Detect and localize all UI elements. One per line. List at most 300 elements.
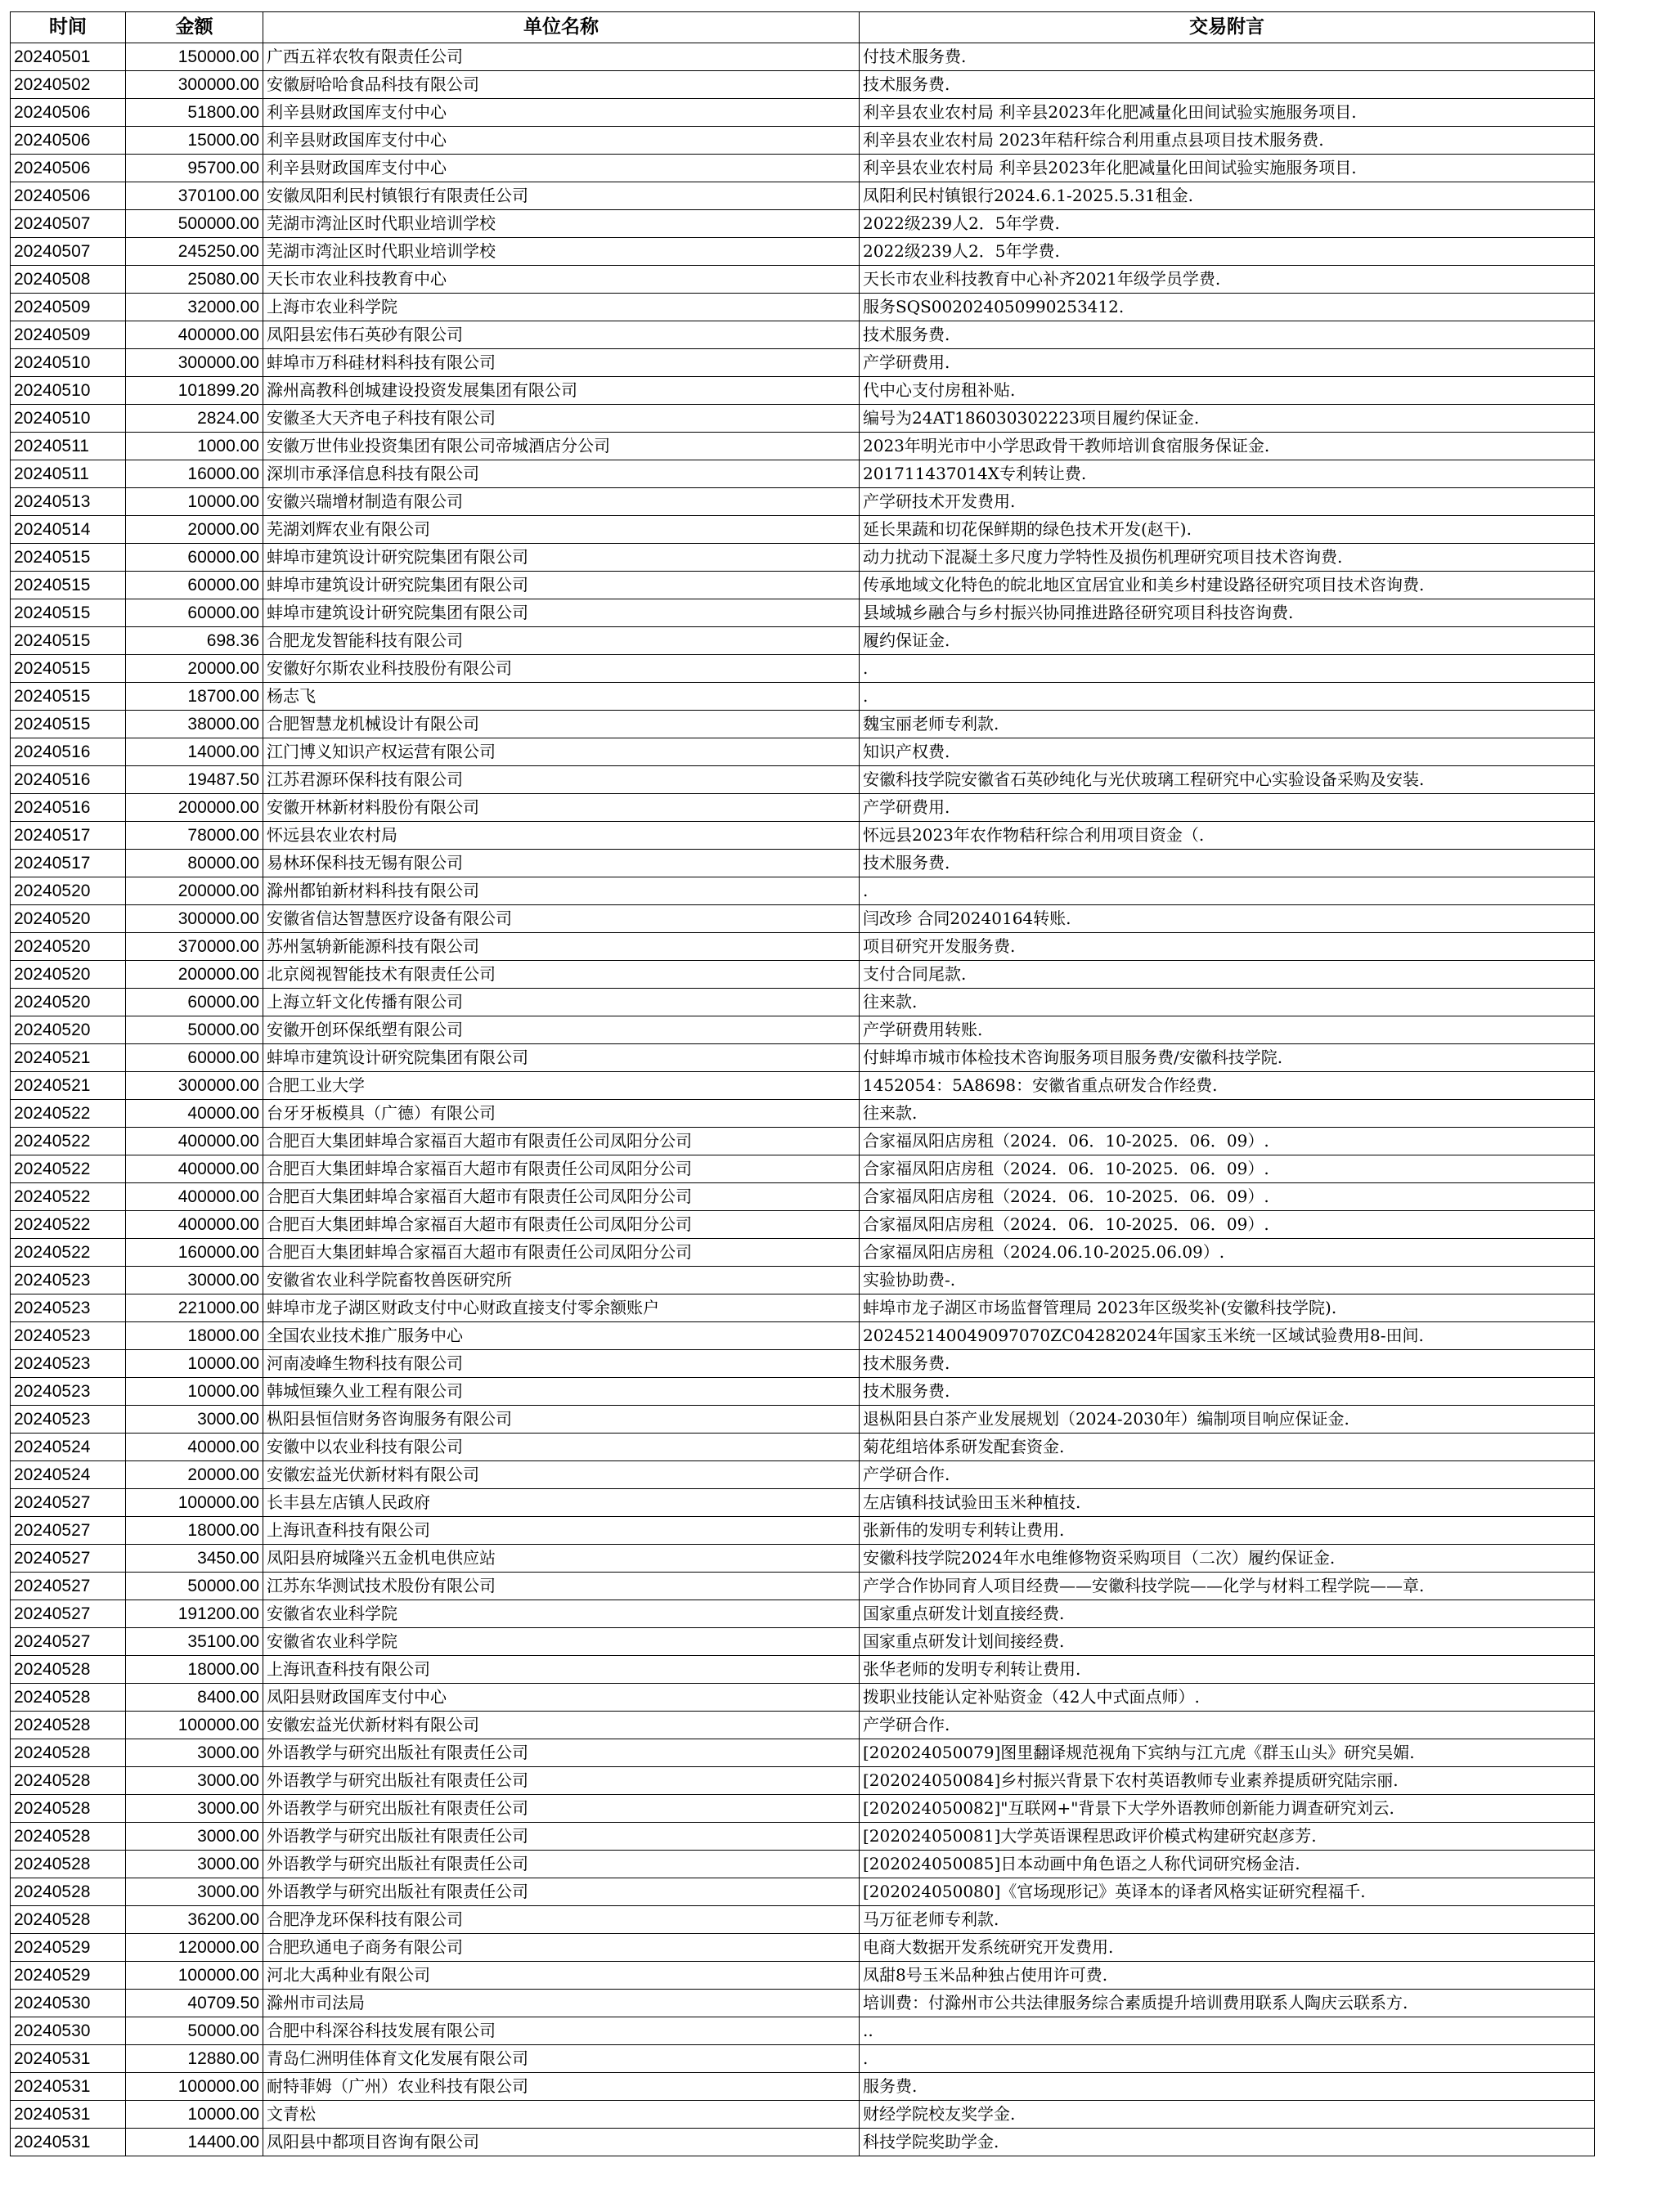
cell-unit-name: 江门博义知识产权运营有限公司 [263, 738, 860, 766]
cell-memo: 合家福凤阳店房租（2024．06．10-2025．06．09）. [860, 1155, 1595, 1183]
cell-unit-name: 合肥工业大学 [263, 1072, 860, 1100]
cell-amount: 300000.00 [126, 1072, 263, 1100]
cell-date: 20240522 [11, 1100, 126, 1128]
cell-date: 20240516 [11, 766, 126, 794]
cell-date: 20240510 [11, 377, 126, 405]
cell-amount: 78000.00 [126, 822, 263, 850]
cell-date: 20240527 [11, 1517, 126, 1545]
cell-unit-name: 安徽省农业科学院 [263, 1628, 860, 1656]
table-row [11, 1767, 1595, 1795]
cell-memo: 合家福凤阳店房租（2024．06．10-2025．06．09）. [860, 1211, 1595, 1239]
table-row [11, 1183, 1595, 1211]
cell-unit-name: 安徽中以农业科技有限公司 [263, 1434, 860, 1461]
cell-unit-name: 杨志飞 [263, 683, 860, 711]
cell-date: 20240528 [11, 1767, 126, 1795]
cell-date: 20240528 [11, 1739, 126, 1767]
cell-unit-name: 全国农业技术推广服务中心 [263, 1322, 860, 1350]
cell-unit-name: 合肥百大集团蚌埠合家福百大超市有限责任公司凤阳分公司 [263, 1211, 860, 1239]
cell-date: 20240528 [11, 1851, 126, 1878]
cell-memo: 产学研费用. [860, 794, 1595, 822]
table-row [11, 1128, 1595, 1155]
cell-date: 20240531 [11, 2045, 126, 2073]
cell-amount: 50000.00 [126, 1573, 263, 1600]
cell-date: 20240530 [11, 1990, 126, 2017]
table-row [11, 182, 1595, 210]
cell-amount: 698.36 [126, 627, 263, 655]
table-row [11, 1294, 1595, 1322]
cell-memo: .. [860, 2017, 1595, 2045]
cell-amount: 3000.00 [126, 1739, 263, 1767]
table-row [11, 1573, 1595, 1600]
cell-amount: 200000.00 [126, 877, 263, 905]
cell-unit-name: 上海立轩文化传播有限公司 [263, 989, 860, 1016]
cell-unit-name: 易林环保科技无锡有限公司 [263, 850, 860, 877]
cell-amount: 14000.00 [126, 738, 263, 766]
cell-memo: 编号为24AT186030302223项目履约保证金. [860, 405, 1595, 433]
cell-memo: 技术服务费. [860, 321, 1595, 349]
cell-unit-name: 安徽开林新材料股份有限公司 [263, 794, 860, 822]
cell-date: 20240531 [11, 2073, 126, 2101]
cell-memo: 20245214004909707​0ZC04282024年国家玉米统一区域试验费用8-田间. [860, 1322, 1595, 1350]
cell-unit-name: 枞阳县恒信财务咨询服务有限公司 [263, 1406, 860, 1434]
cell-memo: 蚌埠市龙子湖区市场监督管理局 2023年区级奖补(安徽科技学院). [860, 1294, 1595, 1322]
table-row [11, 738, 1595, 766]
header-amount: 金额 [126, 12, 263, 43]
table-row [11, 905, 1595, 933]
table-row [11, 1934, 1595, 1962]
table-row [11, 2017, 1595, 2045]
table-row [11, 1878, 1595, 1906]
table-row [11, 405, 1595, 433]
cell-date: 20240528 [11, 1795, 126, 1823]
header-unit: 单位名称 [263, 12, 860, 43]
cell-date: 20240527 [11, 1628, 126, 1656]
cell-memo: 往来款. [860, 989, 1595, 1016]
cell-memo: 产学研合作. [860, 1712, 1595, 1739]
cell-amount: 14400.00 [126, 2129, 263, 2156]
table-row [11, 655, 1595, 683]
table-row [11, 1239, 1595, 1267]
cell-memo: 项目研究开发服务费. [860, 933, 1595, 961]
cell-memo: 县域城乡融合与乡村振兴协同推进路径研究项目科技咨询费. [860, 599, 1595, 627]
cell-date: 20240507 [11, 210, 126, 238]
cell-date: 20240515 [11, 544, 126, 572]
cell-unit-name: 上海讯查科技有限公司 [263, 1656, 860, 1684]
cell-unit-name: 耐特菲姆（广州）农业科技有限公司 [263, 2073, 860, 2101]
cell-amount: 100000.00 [126, 2073, 263, 2101]
cell-unit-name: 蚌埠市建筑设计研究院集团有限公司 [263, 572, 860, 599]
cell-memo: . [860, 2045, 1595, 2073]
cell-unit-name: 滁州都铂新材料科技有限公司 [263, 877, 860, 905]
cell-date: 20240524 [11, 1461, 126, 1489]
cell-unit-name: 利辛县财政国库支付中心 [263, 99, 860, 127]
cell-unit-name: 合肥百大集团蚌埠合家福百大超市有限责任公司凤阳分公司 [263, 1128, 860, 1155]
cell-date: 20240516 [11, 794, 126, 822]
cell-memo: 左店镇科技试验田玉米种植技. [860, 1489, 1595, 1517]
cell-date: 20240511 [11, 433, 126, 460]
cell-unit-name: 江苏君源环保科技有限公司 [263, 766, 860, 794]
table-row [11, 599, 1595, 627]
cell-amount: 370000.00 [126, 933, 263, 961]
cell-amount: 120000.00 [126, 1934, 263, 1962]
table-row [11, 933, 1595, 961]
table-row [11, 1350, 1595, 1378]
cell-memo: 安徽科技学院2024年水电维修物资采购项目（二次）履约保证金. [860, 1545, 1595, 1573]
table-row [11, 488, 1595, 516]
cell-amount: 10000.00 [126, 1350, 263, 1378]
cell-memo: [202024050082]"互联网+"背景下大学外语教师创新能力调查研究刘云. [860, 1795, 1595, 1823]
cell-unit-name: 合肥百大集团蚌埠合家福百大超市有限责任公司凤阳分公司 [263, 1155, 860, 1183]
table-row [11, 1267, 1595, 1294]
cell-memo: 技术服务费. [860, 71, 1595, 99]
table-row [11, 544, 1595, 572]
cell-amount: 50000.00 [126, 2017, 263, 2045]
cell-date: 20240506 [11, 182, 126, 210]
cell-date: 20240520 [11, 989, 126, 1016]
header-memo: 交易附言 [860, 12, 1595, 43]
cell-memo: 闫改珍 合同20240164转账. [860, 905, 1595, 933]
table-row [11, 1211, 1595, 1239]
cell-memo: 2022级239人2．5年学费. [860, 210, 1595, 238]
cell-amount: 36200.00 [126, 1906, 263, 1934]
cell-date: 20240520 [11, 933, 126, 961]
table-row [11, 1489, 1595, 1517]
cell-amount: 3000.00 [126, 1767, 263, 1795]
cell-unit-name: 蚌埠市建筑设计研究院集团有限公司 [263, 544, 860, 572]
cell-amount: 60000.00 [126, 599, 263, 627]
cell-date: 20240527 [11, 1545, 126, 1573]
table-row [11, 321, 1595, 349]
cell-memo: 技术服务费. [860, 1350, 1595, 1378]
cell-memo: 传承地域文化特色的皖北地区宜居宜业和美乡村建设路径研究项目技术咨询费. [860, 572, 1595, 599]
cell-memo: 知识产权费. [860, 738, 1595, 766]
cell-amount: 100000.00 [126, 1962, 263, 1990]
cell-date: 20240528 [11, 1906, 126, 1934]
cell-amount: 191200.00 [126, 1600, 263, 1628]
table-row [11, 266, 1595, 294]
cell-amount: 100000.00 [126, 1712, 263, 1739]
cell-date: 20240528 [11, 1712, 126, 1739]
table-row [11, 877, 1595, 905]
table-row [11, 433, 1595, 460]
table-body [11, 43, 1595, 2156]
cell-amount: 400000.00 [126, 1128, 263, 1155]
cell-date: 20240531 [11, 2101, 126, 2129]
cell-memo: 张新伟的发明专利转让费用. [860, 1517, 1595, 1545]
cell-amount: 18000.00 [126, 1322, 263, 1350]
cell-unit-name: 外语教学与研究出版社有限责任公司 [263, 1739, 860, 1767]
cell-amount: 100000.00 [126, 1489, 263, 1517]
cell-date: 20240520 [11, 877, 126, 905]
cell-memo: 付技术服务费. [860, 43, 1595, 71]
cell-amount: 15000.00 [126, 127, 263, 155]
cell-date: 20240522 [11, 1155, 126, 1183]
cell-memo: [202024050081]大学英语课程思政评价模式构建研究赵彦芳. [860, 1823, 1595, 1851]
cell-amount: 370100.00 [126, 182, 263, 210]
cell-memo: 合家福凤阳店房租（2024.06.10-2025.06.09）. [860, 1239, 1595, 1267]
cell-unit-name: 蚌埠市建筑设计研究院集团有限公司 [263, 599, 860, 627]
table-row [11, 1628, 1595, 1656]
table-row [11, 238, 1595, 266]
cell-unit-name: 安徽省农业科学院畜牧兽医研究所 [263, 1267, 860, 1294]
cell-memo: 马万征老师专利款. [860, 1906, 1595, 1934]
cell-memo: 产学研费用转账. [860, 1016, 1595, 1044]
table-row [11, 1545, 1595, 1573]
cell-date: 20240528 [11, 1823, 126, 1851]
transaction-table [10, 11, 1595, 2156]
cell-unit-name: 安徽省信达智慧医疗设备有限公司 [263, 905, 860, 933]
cell-unit-name: 合肥净龙环保科技有限公司 [263, 1906, 860, 1934]
cell-amount: 400000.00 [126, 1211, 263, 1239]
cell-memo: 科技学院奖助学金. [860, 2129, 1595, 2156]
cell-unit-name: 台牙牙板模具（广德）有限公司 [263, 1100, 860, 1128]
cell-date: 20240520 [11, 905, 126, 933]
cell-amount: 3450.00 [126, 1545, 263, 1573]
cell-memo: . [860, 877, 1595, 905]
cell-memo: 利辛县农业农村局 利辛县2023年化肥减量化田间试验实施服务项目. [860, 99, 1595, 127]
cell-unit-name: 文青松 [263, 2101, 860, 2129]
cell-date: 20240515 [11, 599, 126, 627]
cell-amount: 2824.00 [126, 405, 263, 433]
cell-amount: 35100.00 [126, 1628, 263, 1656]
cell-memo: 菊花组培体系研发配套资金. [860, 1434, 1595, 1461]
cell-date: 20240529 [11, 1962, 126, 1990]
table-row [11, 155, 1595, 182]
table-row [11, 1406, 1595, 1434]
cell-date: 20240522 [11, 1183, 126, 1211]
cell-unit-name: 蚌埠市龙子湖区财政支付中心财政直接支付零余额账户 [263, 1294, 860, 1322]
cell-memo: 产学研合作. [860, 1461, 1595, 1489]
cell-memo: 往来款. [860, 1100, 1595, 1128]
table-row [11, 2129, 1595, 2156]
cell-amount: 400000.00 [126, 321, 263, 349]
cell-date: 20240502 [11, 71, 126, 99]
cell-memo: 天长市农业科技教育中心补齐2021年级学员学费. [860, 266, 1595, 294]
cell-date: 20240523 [11, 1322, 126, 1350]
cell-unit-name: 利辛县财政国库支付中心 [263, 127, 860, 155]
cell-unit-name: 外语教学与研究出版社有限责任公司 [263, 1823, 860, 1851]
cell-date: 20240509 [11, 321, 126, 349]
table-row [11, 2045, 1595, 2073]
table-row [11, 1322, 1595, 1350]
cell-amount: 200000.00 [126, 961, 263, 989]
cell-amount: 3000.00 [126, 1823, 263, 1851]
cell-unit-name: 合肥玖通电子商务有限公司 [263, 1934, 860, 1962]
cell-memo: 1452054：5A8698：安徽省重点研发合作经费. [860, 1072, 1595, 1100]
table-row [11, 210, 1595, 238]
cell-memo: 产学研费用. [860, 349, 1595, 377]
cell-date: 20240523 [11, 1378, 126, 1406]
cell-memo: 201711437014X专利转让费. [860, 460, 1595, 488]
table-row [11, 1517, 1595, 1545]
table-row [11, 766, 1595, 794]
cell-unit-name: 安徽宏益光伏新材料有限公司 [263, 1712, 860, 1739]
cell-date: 20240515 [11, 711, 126, 738]
cell-memo: 合家福凤阳店房租（2024．06．10-2025．06．09）. [860, 1128, 1595, 1155]
cell-amount: 300000.00 [126, 71, 263, 99]
cell-unit-name: 滁州高教科创城建设投资发展集团有限公司 [263, 377, 860, 405]
cell-unit-name: 上海讯查科技有限公司 [263, 1517, 860, 1545]
cell-date: 20240506 [11, 99, 126, 127]
cell-date: 20240520 [11, 1016, 126, 1044]
cell-unit-name: 滁州市司法局 [263, 1990, 860, 2017]
cell-amount: 60000.00 [126, 989, 263, 1016]
cell-unit-name: 天长市农业科技教育中心 [263, 266, 860, 294]
cell-amount: 3000.00 [126, 1851, 263, 1878]
cell-date: 20240528 [11, 1656, 126, 1684]
table-row [11, 460, 1595, 488]
cell-date: 20240517 [11, 822, 126, 850]
cell-memo: 国家重点研发计划间接经费. [860, 1628, 1595, 1656]
cell-date: 20240521 [11, 1072, 126, 1100]
cell-unit-name: 利辛县财政国库支付中心 [263, 155, 860, 182]
cell-memo: 魏宝丽老师专利款. [860, 711, 1595, 738]
cell-date: 20240523 [11, 1350, 126, 1378]
cell-memo: 电商大数据开发系统研究开发费用. [860, 1934, 1595, 1962]
cell-amount: 18000.00 [126, 1517, 263, 1545]
cell-unit-name: 青岛仁洲明佳体育文化发展有限公司 [263, 2045, 860, 2073]
cell-unit-name: 芜湖市湾沚区时代职业培训学校 [263, 238, 860, 266]
cell-unit-name: 凤阳县府城隆兴五金机电供应站 [263, 1545, 860, 1573]
cell-unit-name: 安徽宏益光伏新材料有限公司 [263, 1461, 860, 1489]
cell-date: 20240522 [11, 1211, 126, 1239]
cell-amount: 18700.00 [126, 683, 263, 711]
cell-unit-name: 合肥百大集团蚌埠合家福百大超市有限责任公司凤阳分公司 [263, 1183, 860, 1211]
cell-amount: 60000.00 [126, 544, 263, 572]
cell-memo: 服务费. [860, 2073, 1595, 2101]
cell-memo: 服务SQS00202405099025341​2. [860, 294, 1595, 321]
cell-amount: 40709.50 [126, 1990, 263, 2017]
table-row [11, 1100, 1595, 1128]
cell-amount: 95700.00 [126, 155, 263, 182]
cell-date: 20240514 [11, 516, 126, 544]
cell-amount: 3000.00 [126, 1795, 263, 1823]
table-row [11, 1712, 1595, 1739]
cell-memo: 支付合同尾款. [860, 961, 1595, 989]
cell-date: 20240530 [11, 2017, 126, 2045]
cell-unit-name: 安徽圣大天齐电子科技有限公司 [263, 405, 860, 433]
table-row [11, 1016, 1595, 1044]
table-row [11, 1600, 1595, 1628]
cell-unit-name: 安徽万世伟业投资集团有限公司帝城酒店分公司 [263, 433, 860, 460]
cell-unit-name: 广西五祥农牧有限责任公司 [263, 43, 860, 71]
cell-amount: 10000.00 [126, 1378, 263, 1406]
table-row [11, 2073, 1595, 2101]
table-row [11, 850, 1595, 877]
cell-unit-name: 外语教学与研究出版社有限责任公司 [263, 1767, 860, 1795]
table-row [11, 989, 1595, 1016]
cell-date: 20240527 [11, 1489, 126, 1517]
cell-unit-name: 安徽兴瑞增材制造有限公司 [263, 488, 860, 516]
table-row [11, 1684, 1595, 1712]
cell-date: 20240522 [11, 1239, 126, 1267]
cell-unit-name: 河北大禹种业有限公司 [263, 1962, 860, 1990]
cell-memo: 国家重点研发计划直接经费. [860, 1600, 1595, 1628]
table-row [11, 1795, 1595, 1823]
cell-memo: 产学合作协同育人项目经费——安徽科技学院——化学与材料工程学院——章. [860, 1573, 1595, 1600]
cell-unit-name: 外语教学与研究出版社有限责任公司 [263, 1851, 860, 1878]
cell-memo: 财经学院校友奖学金. [860, 2101, 1595, 2129]
cell-date: 20240506 [11, 127, 126, 155]
table-row [11, 349, 1595, 377]
cell-memo: 凤阳利民村镇银行2024.6.1-2025.5.31租金. [860, 182, 1595, 210]
cell-date: 20240520 [11, 961, 126, 989]
cell-date: 20240516 [11, 738, 126, 766]
cell-date: 20240523 [11, 1406, 126, 1434]
cell-memo: 延长果蔬和切花保鲜期的绿色技术开发(赵干). [860, 516, 1595, 544]
cell-amount: 10000.00 [126, 488, 263, 516]
cell-amount: 400000.00 [126, 1183, 263, 1211]
cell-memo: 2023年明光市中小学思政骨干教师培训食宿服务保证金. [860, 433, 1595, 460]
table-row [11, 1962, 1595, 1990]
cell-amount: 3000.00 [126, 1406, 263, 1434]
table-row [11, 1739, 1595, 1767]
cell-date: 20240515 [11, 655, 126, 683]
cell-memo: 张华老师的发明专利转让费用. [860, 1656, 1595, 1684]
cell-memo: 退枞阳县白茶产业发展规划（2024-2030年）编制项目响应保证金. [860, 1406, 1595, 1434]
cell-unit-name: 上海市农业科学院 [263, 294, 860, 321]
table-row [11, 627, 1595, 655]
cell-date: 20240527 [11, 1573, 126, 1600]
cell-amount: 300000.00 [126, 349, 263, 377]
table-row [11, 572, 1595, 599]
cell-unit-name: 安徽厨哈哈食品科技有限公司 [263, 71, 860, 99]
cell-amount: 19487.50 [126, 766, 263, 794]
cell-unit-name: 蚌埠市万科硅材料科技有限公司 [263, 349, 860, 377]
cell-memo: 凤甜8号玉米品种独占使用许可费. [860, 1962, 1595, 1990]
cell-date: 20240511 [11, 460, 126, 488]
cell-unit-name: 安徽开创环保纸塑有限公司 [263, 1016, 860, 1044]
cell-unit-name: 安徽好尔斯农业科技股份有限公司 [263, 655, 860, 683]
cell-amount: 221000.00 [126, 1294, 263, 1322]
table-row [11, 961, 1595, 989]
cell-amount: 51800.00 [126, 99, 263, 127]
cell-amount: 20000.00 [126, 1461, 263, 1489]
cell-memo: 利辛县农业农村局 2023年秸秆综合利用重点县项目技术服务费. [860, 127, 1595, 155]
cell-memo: . [860, 683, 1595, 711]
cell-memo: 利辛县农业农村局 利辛县2023年化肥减量化田间试验实施服务项目. [860, 155, 1595, 182]
cell-amount: 80000.00 [126, 850, 263, 877]
cell-memo: 代中心支付房租补贴. [860, 377, 1595, 405]
cell-unit-name: 长丰县左店镇人民政府 [263, 1489, 860, 1517]
cell-unit-name: 凤阳县财政国库支付中心 [263, 1684, 860, 1712]
table-row [11, 2101, 1595, 2129]
cell-unit-name: 安徽省农业科学院 [263, 1600, 860, 1628]
cell-date: 20240509 [11, 294, 126, 321]
cell-unit-name: 江苏东华测试技术股份有限公司 [263, 1573, 860, 1600]
cell-date: 20240523 [11, 1267, 126, 1294]
cell-amount: 160000.00 [126, 1239, 263, 1267]
table-row [11, 71, 1595, 99]
cell-date: 20240513 [11, 488, 126, 516]
table-row [11, 683, 1595, 711]
cell-date: 20240522 [11, 1128, 126, 1155]
table-row [11, 1990, 1595, 2017]
cell-amount: 1000.00 [126, 433, 263, 460]
table-row [11, 1044, 1595, 1072]
cell-amount: 18000.00 [126, 1656, 263, 1684]
table-row [11, 43, 1595, 71]
cell-unit-name: 怀远县农业农村局 [263, 822, 860, 850]
cell-amount: 200000.00 [126, 794, 263, 822]
cell-amount: 40000.00 [126, 1434, 263, 1461]
cell-memo: [202024050080]《官场现形记》英译本的译者风格实证研究程福千. [860, 1878, 1595, 1906]
cell-amount: 40000.00 [126, 1100, 263, 1128]
cell-unit-name: 凤阳县宏伟石英砂有限公司 [263, 321, 860, 349]
table-row [11, 1906, 1595, 1934]
cell-date: 20240517 [11, 850, 126, 877]
cell-unit-name: 合肥中科深谷科技发展有限公司 [263, 2017, 860, 2045]
